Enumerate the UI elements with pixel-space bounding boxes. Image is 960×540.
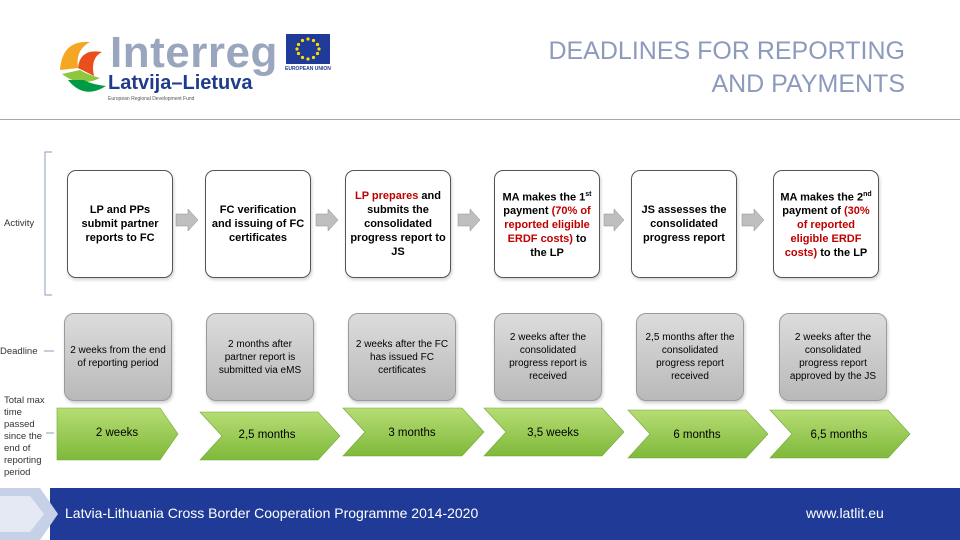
- arrow-icon-2: [316, 209, 338, 231]
- eu-flag-icon: [286, 34, 330, 64]
- title-line-2: AND PAYMENTS: [711, 70, 905, 98]
- activity-text-4: MA makes the 1st payment (70% of reported eligible ERDF costs) to the LP: [502, 190, 592, 260]
- total-time-5: 6 months: [673, 429, 721, 441]
- activity-3-highlight: LP prepares: [354, 190, 419, 202]
- total-time-3: 3 months: [388, 427, 436, 439]
- total-time-2: 2,5 months: [238, 429, 296, 441]
- activity-arrows: [0, 200, 960, 240]
- arrow-icon-5: [742, 209, 764, 231]
- total-time-6: 6,5 months: [810, 429, 868, 441]
- deadline-box-2: 2 months after partner report is submitted via eMS: [206, 313, 314, 401]
- arrow-icon-1: [176, 209, 198, 231]
- activity-text-1: LP and PPs submit partner reports to FC: [81, 204, 159, 244]
- row-label-total: Total max time passed since the end of reporting period: [4, 395, 45, 478]
- logo-subtitle: Latvija–Lietuva: [108, 72, 253, 94]
- deadline-box-6: 2 weeks after the consolidated progress report approved by the JS: [779, 313, 887, 401]
- logo-tagline: European Regional Development Fund: [108, 96, 195, 102]
- deadline-box-4: 2 weeks after the consolidated progress report is received: [494, 313, 602, 401]
- activity-text-2: FC verification and issuing of FC certificates: [211, 204, 305, 244]
- deadline-box-3: 2 weeks after the FC has issued FC certificates: [348, 313, 456, 401]
- deadline-box-1: 2 weeks from the end of reporting period: [64, 313, 172, 401]
- row-label-deadline: Deadline: [0, 346, 38, 357]
- header-divider: [0, 119, 960, 120]
- arrow-icon-4: [604, 209, 624, 231]
- arrow-icon-3: [458, 209, 480, 231]
- page-title: [465, 35, 905, 101]
- total-time-1: 2 weeks: [95, 427, 139, 439]
- total-time-4: 3,5 weeks: [527, 427, 579, 439]
- row-label-activity: Activity: [4, 218, 35, 229]
- logo-swirl-icon: [60, 42, 106, 92]
- footer-programme-text: Latvia-Lithuania Cross Border Cooperation Programme 2014-2020: [65, 505, 479, 521]
- logo-wordmark: Interreg: [110, 28, 278, 77]
- activity-text-5: JS assesses the consolidated progress report: [641, 204, 727, 244]
- eu-label: EUROPEAN UNION: [285, 66, 331, 72]
- footer-url-link[interactable]: www.latlit.eu: [806, 505, 884, 521]
- footer-chevron-icon: [0, 488, 58, 540]
- title-line-1: DEADLINES FOR REPORTING: [548, 37, 905, 65]
- deadline-box-5: 2,5 months after the consolidated progress report received: [636, 313, 744, 401]
- activity-text-6: MA makes the 2nd payment of (30% of reported eligible ERDF costs) to the LP: [780, 190, 872, 260]
- activity-text-3: LP prepares and submits the consolidated progress report to JS: [350, 190, 446, 258]
